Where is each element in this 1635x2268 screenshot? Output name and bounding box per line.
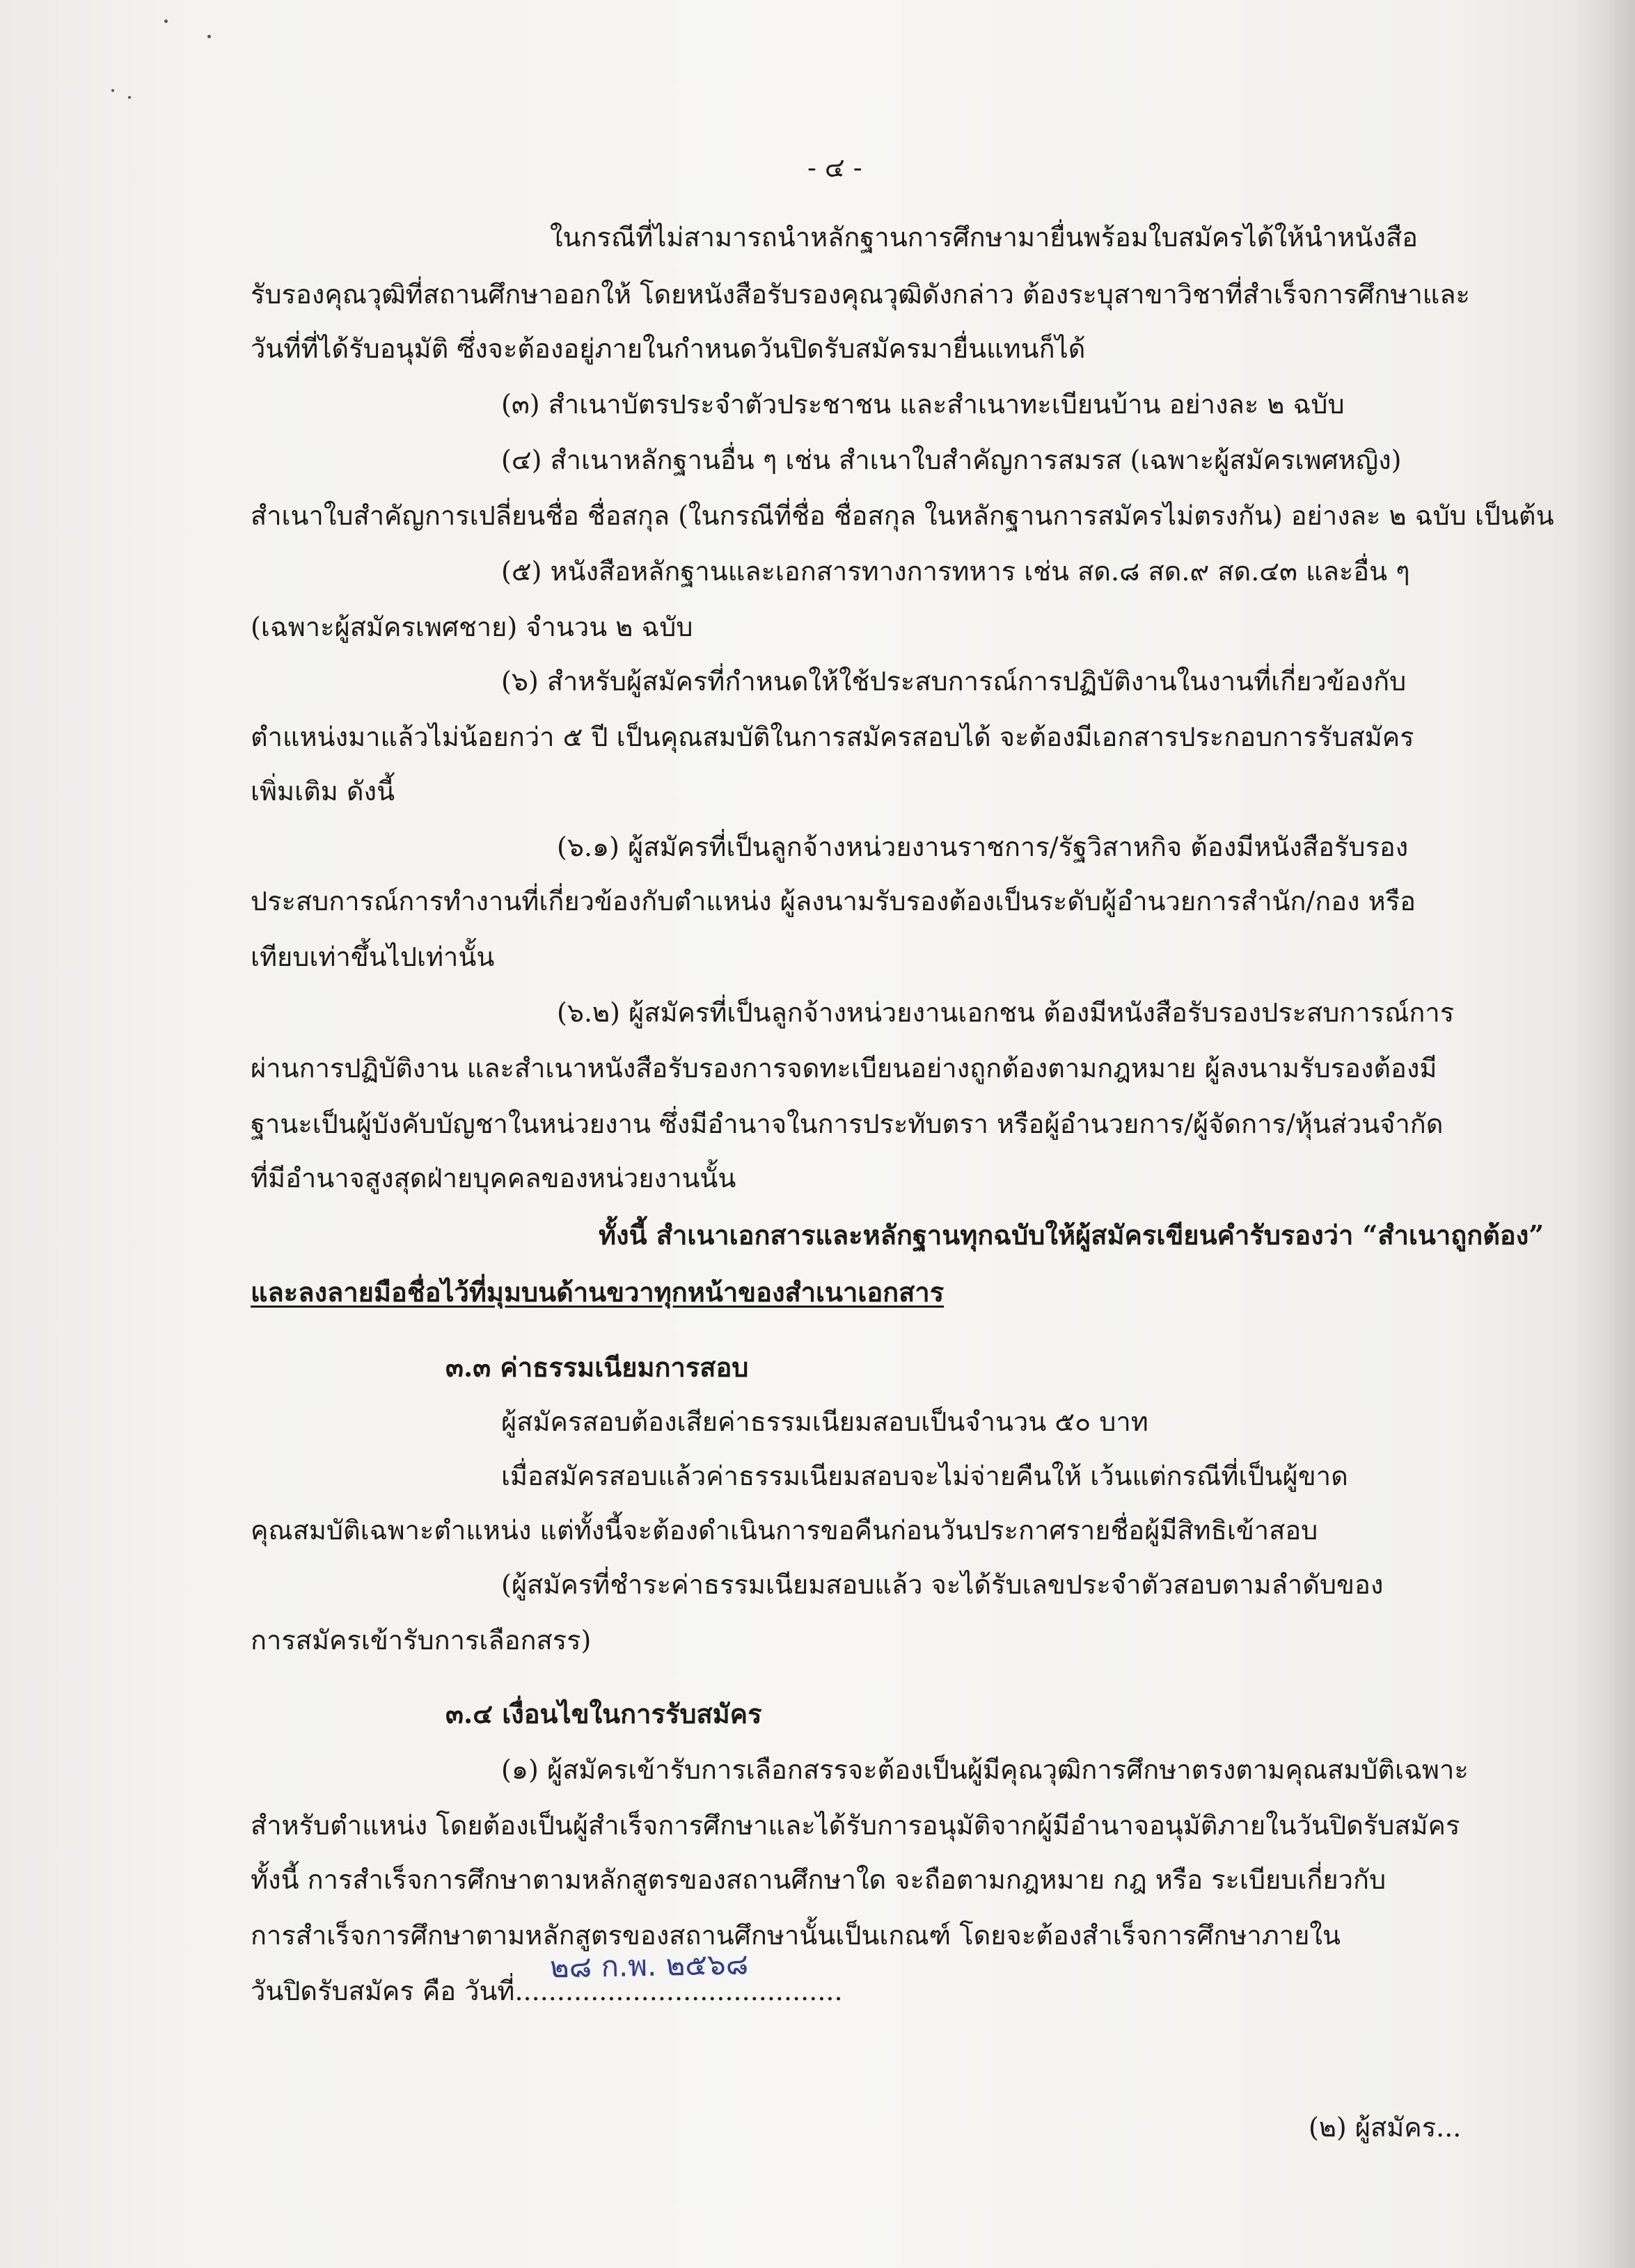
paragraph-line: (๓) สำเนาบัตรประจำตัวประชาชน และสำเนาทะเบียนบ้าน อย่างละ ๒ ฉบับ: [501, 389, 1345, 420]
paragraph-line: เมื่อสมัครสอบแล้วค่าธรรมเนียมสอบจะไม่จ่ายคืนให้ เว้นแต่กรณีที่เป็นผู้ขาด: [501, 1461, 1348, 1491]
paragraph-line: วันที่ที่ได้รับอนุมัติ ซึ่งจะต้องอยู่ภายในกำหนดวันปิดรับสมัครมายื่นแทนก็ได้: [251, 333, 1086, 364]
speck: [111, 89, 114, 92]
paragraph-line: เทียบเท่าขึ้นไปเท่านั้น: [251, 942, 495, 972]
closing-date-line: วันปิดรับสมัคร คือ วันที่.......................................: [251, 1976, 843, 2006]
paragraph-line: (๑) ผู้สมัครเข้ารับการเลือกสรรจะต้องเป็นผู้มีคุณวุฒิการศึกษาตรงตามคุณสมบัติเฉพาะ: [501, 1754, 1469, 1785]
paragraph-line: ผ่านการปฏิบัติงาน และสำเนาหนังสือรับรองการจดทะเบียนอย่างถูกต้องตามกฎหมาย ผู้ลงนามรับรองต้องมี: [251, 1053, 1437, 1084]
paragraph-line: (๖) สำหรับผู้สมัครที่กำหนดให้ใช้ประสบการณ์การปฏิบัติงานในงานที่เกี่ยวข้องกับ: [501, 666, 1407, 697]
paragraph-line: ฐานะเป็นผู้บังคับบัญชาในหน่วยงาน ซึ่งมีอำนาจในการประทับตรา หรือผู้อำนวยการ/ผู้จัดการ/หุ้นส่วนจำกัด: [251, 1109, 1444, 1139]
certification-note-underlined: และลงลายมือชื่อไว้ที่มุมบนด้านขวาทุกหน้าของสำเนาเอกสาร: [251, 1276, 945, 1308]
paragraph-line: สำหรับตำแหน่ง โดยต้องเป็นผู้สำเร็จการศึกษาและได้รับการอนุมัติจากผู้มีอำนาจอนุมัติภายในวันปิดรับสมัคร: [251, 1810, 1460, 1841]
paragraph-line: การสำเร็จการศึกษาตามหลักสูตรของสถานศึกษานั้นเป็นเกณฑ์ โดยจะต้องสำเร็จการศึกษาภายใน: [251, 1920, 1341, 1951]
paragraph-line: ตำแหน่งมาแล้วไม่น้อยกว่า ๕ ปี เป็นคุณสมบัติในการสมัครสอบได้ จะต้องมีเอกสารประกอบการรับสมัคร: [251, 722, 1414, 752]
section-heading-conditions: ๓.๔ เงื่อนไขในการรับสมัคร: [445, 1698, 762, 1729]
paragraph-line: (๖.๒) ผู้สมัครที่เป็นลูกจ้างหน่วยงานเอกชน ต้องมีหนังสือรับรองประสบการณ์การ: [557, 997, 1455, 1028]
paragraph-line: ทั้งนี้ การสำเร็จการศึกษาตามหลักสูตรของสถานศึกษาใด จะถือตามกฎหมาย กฎ หรือ ระเบียบเกี่ยวกับ: [251, 1864, 1387, 1895]
page-number: - ๔ -: [807, 152, 862, 183]
speck: [128, 96, 131, 99]
handwritten-date: ๒๘ ก.พ. ๒๕๖๘: [549, 1946, 749, 1985]
paragraph-line: (ผู้สมัครที่ชำระค่าธรรมเนียมสอบแล้ว จะได้รับเลขประจำตัวสอบตามลำดับของ: [501, 1569, 1384, 1600]
paragraph-line: สำเนาใบสำคัญการเปลี่ยนชื่อ ชื่อสกุล (ในกรณีที่ชื่อ ชื่อสกุล ในหลักฐานการสมัครไม่ตรงกัน) อย่างละ ๒ ฉบับ เป็นต้น: [251, 500, 1554, 531]
paragraph-line: เพิ่มเติม ดังนี้: [251, 776, 395, 807]
paragraph-line: ประสบการณ์การทำงานที่เกี่ยวข้องกับตำแหน่ง ผู้ลงนามรับรองต้องเป็นระดับผู้อำนวยการสำนัก/กอง หรือ: [251, 886, 1416, 917]
certification-note: ทั้งนี้ สำเนาเอกสารและหลักฐานทุกฉบับให้ผู้สมัครเขียนคำรับรองว่า “สำเนาถูกต้อง”: [599, 1219, 1545, 1251]
section-heading-fee: ๓.๓ ค่าธรรมเนียมการสอบ: [445, 1351, 749, 1383]
paragraph-line: ผู้สมัครสอบต้องเสียค่าธรรมเนียมสอบเป็นจำนวน ๕๐ บาท: [501, 1406, 1148, 1437]
paragraph-line: คุณสมบัติเฉพาะตำแหน่ง แต่ทั้งนี้จะต้องดำเนินการขอคืนก่อนวันประกาศรายชื่อผู้มีสิทธิเข้าสอบ: [251, 1515, 1318, 1546]
paragraph-line: (๖.๑) ผู้สมัครที่เป็นลูกจ้างหน่วยงานราชการ/รัฐวิสาหกิจ ต้องมีหนังสือรับรอง: [557, 832, 1409, 862]
continuation-marker: (๒) ผู้สมัคร...: [1309, 2112, 1462, 2143]
paragraph-line: รับรองคุณวุฒิที่สถานศึกษาออกให้ โดยหนังสือรับรองคุณวุฒิดังกล่าว ต้องระบุสาขาวิชาที่สำเร็จการศึกษาและ: [251, 279, 1470, 310]
page-edge-shadow: [1572, 0, 1635, 2268]
paragraph-line: ที่มีอำนาจสูงสุดฝ่ายบุคคลของหน่วยงานนั้น: [251, 1163, 736, 1194]
paragraph-line: (๕) หนังสือหลักฐานและเอกสารทางการทหาร เช่น สด.๘ สด.๙ สด.๔๓ และอื่น ๆ: [501, 556, 1410, 587]
paragraph-line: (๔) สำเนาหลักฐานอื่น ๆ เช่น สำเนาใบสำคัญการสมรส (เฉพาะผู้สมัครเพศหญิง): [501, 445, 1402, 475]
paragraph-line: การสมัครเข้ารับการเลือกสรร): [251, 1625, 592, 1656]
paragraph-line: (เฉพาะผู้สมัครเพศชาย) จำนวน ๒ ฉบับ: [251, 612, 693, 642]
speck: [164, 19, 168, 23]
paragraph-line: ในกรณีที่ไม่สามารถนำหลักฐานการศึกษามายื่นพร้อมใบสมัครได้ให้นำหนังสือ: [550, 222, 1418, 253]
speck: [207, 35, 211, 38]
